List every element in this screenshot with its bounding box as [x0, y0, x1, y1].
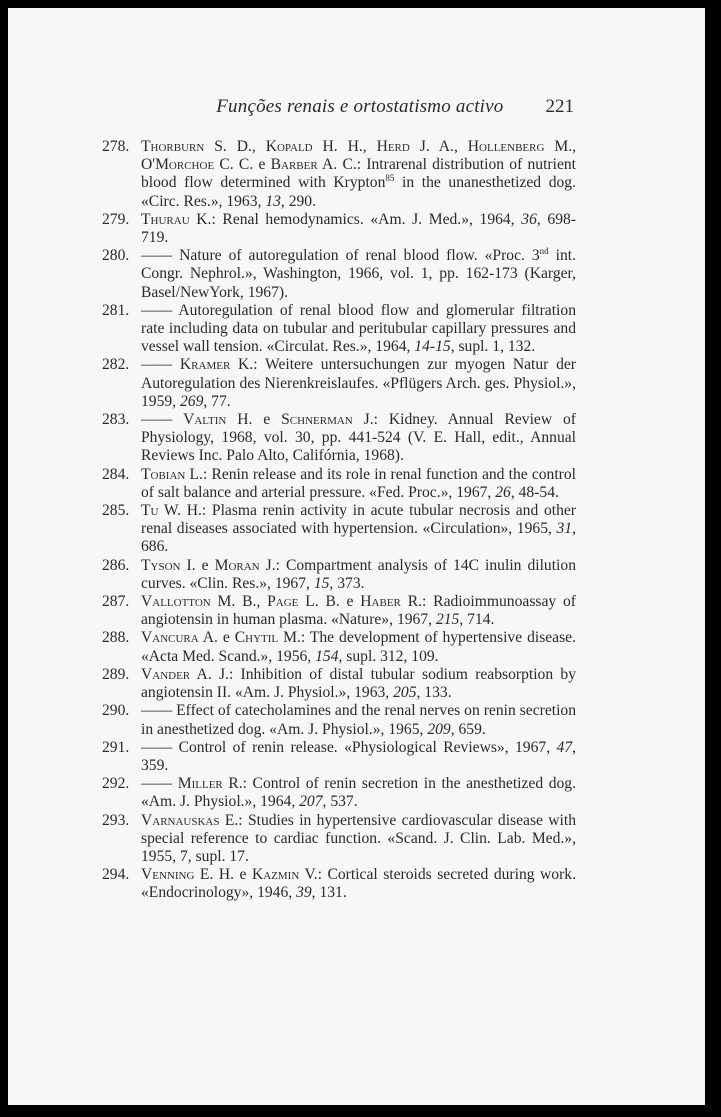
reference-title: Plasma renin activity in acute tubular necrosis and other renal diseases associated with hypertension. «Circulation», 1965,	[141, 502, 576, 538]
author-initials: V.:	[299, 866, 328, 884]
reference-volume: 215	[435, 611, 460, 629]
author-surname: Barber	[270, 156, 318, 174]
reference-volume: 26	[495, 483, 511, 501]
author-surname: Moran	[214, 556, 260, 574]
author-initials: H. H.,	[312, 138, 377, 155]
author-initials: A. e	[198, 629, 235, 647]
reference-title-cont: int. Congr. Nephrol.», Washington, 1966, vol. 1, pp. 162-173 (Karger, Basel/NewYork, 1967).	[141, 247, 577, 301]
author-initials: R.:	[222, 775, 253, 793]
reference-volume: 209	[427, 720, 451, 738]
author-surname: Schnerman	[281, 411, 353, 429]
reference-title: Autoregulation of renal blood flow and glomerular filtration rate including data on tubular and peritubular capillary pressures and vessel wall tension. «Circulat. Res.», 1964,	[141, 301, 576, 356]
reference-title: Control of renin release. «Physiological Reviews», 1967,	[178, 738, 557, 756]
author-initials: ——	[141, 702, 177, 720]
reference-title: The development of hypertensive disease. «Acta Med. Scand.», 1956,	[141, 629, 576, 665]
reference-entry	[102, 557, 576, 593]
author-surname: Hollenberg	[467, 138, 545, 155]
author-surname: Miller	[177, 775, 223, 793]
author-surname: Varnauskas	[141, 811, 220, 829]
author-initials: R.:	[400, 593, 434, 611]
running-header	[8, 96, 574, 118]
author-surname: Herd	[376, 138, 410, 155]
author-surname: Thurau	[141, 210, 190, 228]
reference-title: Nature of autoregulation of renal blood flow. «Proc. 3	[179, 247, 540, 265]
reference-pages: , 698-719.	[141, 210, 576, 247]
author-initials: H. e	[226, 411, 282, 429]
reference-volume: 36	[521, 210, 537, 228]
reference-volume: 15	[313, 574, 330, 592]
reference-volume: 207	[299, 793, 323, 811]
reference-volume: 269	[179, 392, 204, 410]
author-initials: ——	[141, 356, 180, 374]
reference-pages: , 714.	[459, 611, 495, 629]
reference-entry	[102, 411, 576, 466]
reference-title: Compartment analysis of 14C inulin dilution curves. «Clin. Res.», 1967,	[141, 556, 576, 592]
reference-title: Intrarenal distribution of nutrient blood flow determined with Krypton	[141, 156, 576, 192]
reference-pages: , 77.	[203, 392, 231, 410]
reference-pages: , supl. 312, 109.	[338, 647, 439, 665]
author-initials: A. J.:	[190, 665, 241, 683]
reference-text	[141, 702, 576, 738]
reference-entry	[102, 666, 576, 702]
reference-title: Cortical steroids secreted during work. «Endocrinology», 1946,	[141, 866, 576, 902]
reference-volume: 14-15	[414, 338, 451, 356]
reference-entry	[102, 739, 576, 775]
reference-number: 285.	[102, 502, 130, 520]
author-initials: M.,	[544, 138, 576, 155]
reference-pages: , 659.	[450, 720, 486, 738]
reference-text	[141, 356, 576, 411]
reference-pages: , 133.	[416, 684, 452, 702]
reference-number: 278.	[102, 138, 130, 155]
reference-number: 279.	[102, 210, 130, 228]
author-surname: O'Morchoe	[141, 156, 215, 174]
author-initials: ——	[141, 301, 179, 319]
author-surname: Kopald	[265, 138, 313, 155]
author-initials: S. D.,	[204, 138, 266, 155]
author-surname: Tyson	[141, 556, 181, 574]
reference-entry	[102, 629, 576, 665]
reference-pages: , 48-54.	[510, 483, 559, 501]
reference-text	[141, 247, 576, 302]
author-initials: L.:	[185, 465, 212, 483]
author-initials: ——	[141, 738, 179, 756]
reference-entry	[102, 812, 576, 867]
reference-number: 283.	[102, 411, 130, 429]
reference-text	[141, 502, 576, 557]
author-surname: Page	[267, 593, 299, 611]
running-title: Funções renais e ortostatismo activo	[216, 96, 504, 117]
reference-volume: 31	[556, 520, 573, 538]
reference-pages: , supl. 1, 132.	[450, 338, 536, 356]
reference-text	[141, 666, 576, 702]
reference-pages: , 686.	[141, 520, 576, 556]
page-number: 221	[545, 96, 574, 117]
reference-number: 282.	[102, 356, 130, 374]
author-initials: J.:	[259, 556, 286, 574]
reference-entry	[102, 356, 576, 411]
reference-text	[141, 866, 576, 902]
reference-text	[141, 593, 576, 629]
author-surname: Venning	[141, 866, 195, 884]
reference-entry	[102, 702, 576, 738]
reference-entry	[102, 593, 576, 629]
reference-text	[141, 411, 576, 466]
reference-text	[141, 775, 576, 811]
reference-entry	[102, 211, 576, 247]
reference-title: Weitere untersuchungen zur myogen Natur der Autoregulation des Nierenkreislaufes. «Pflügers Arch. ges. Physiol.», 1959,	[141, 356, 576, 410]
author-surname: Valtin	[183, 411, 227, 429]
reference-entry	[102, 138, 576, 211]
reference-text	[141, 812, 576, 867]
reference-number: 284.	[102, 465, 130, 483]
reference-text	[141, 302, 576, 357]
author-initials: L. B. e	[298, 593, 361, 611]
author-initials: K.:	[230, 356, 265, 374]
reference-number: 280.	[102, 247, 130, 265]
reference-pages: , 290.	[280, 192, 316, 210]
reference-number: 291.	[102, 738, 130, 756]
author-surname: Vallotton	[141, 593, 211, 611]
reference-pages: , 537.	[322, 793, 358, 811]
reference-title: Kidney. Annual Review of Physiology, 1968, vol. 30, pp. 441-524 (V. E. Hall, edit., Annual Reviews Inc. Palo Alto, Califórnia, 1968).	[141, 411, 576, 465]
reference-title-cont: in the unanesthetized dog. «Circ. Res.», 1963,	[141, 174, 576, 210]
author-surname: Chytil	[234, 629, 279, 647]
reference-entry	[102, 502, 576, 557]
reference-number: 290.	[102, 702, 130, 720]
reference-text	[141, 557, 576, 593]
reference-number: 293.	[102, 811, 130, 829]
author-initials: ——	[141, 247, 180, 265]
reference-number: 288.	[102, 629, 130, 647]
author-initials: K.:	[189, 210, 223, 228]
reference-volume: 39	[296, 884, 312, 902]
reference-title: Renin release and its role in renal function and the control of salt balance and arterial pressure. «Fed. Proc.», 1967,	[141, 465, 577, 501]
author-surname: Vander	[141, 665, 191, 683]
reference-title: Inhibition of distal tubular sodium reabsorption by angiotensin II. «Am. J. Physiol.», 1963,	[141, 665, 576, 702]
author-surname: Tobian	[141, 465, 186, 483]
reference-entry	[102, 302, 576, 357]
reference-title: Radioimmunoassay of angiotensin in human plasma. «Nature», 1967,	[141, 593, 576, 629]
author-surname: Vancura	[141, 629, 199, 647]
reference-number: 287.	[102, 593, 130, 611]
reference-title: Renal hemodynamics. «Am. J. Med.», 1964,	[222, 210, 522, 228]
author-initials: M. B.,	[210, 593, 268, 611]
reference-number: 281.	[102, 301, 130, 319]
author-surname: Thorburn	[141, 138, 205, 155]
author-surname: Tu	[141, 502, 159, 520]
author-initials: M.:	[278, 629, 310, 647]
reference-number: 286.	[102, 556, 130, 574]
author-initials: J.:	[352, 411, 389, 429]
reference-title: Control of renin secretion in the anesthetized dog. «Am. J. Physiol.», 1964,	[141, 775, 576, 811]
author-initials: ——	[141, 411, 184, 429]
author-surname: Kazmin	[251, 866, 300, 884]
reference-pages: , 131.	[311, 884, 347, 902]
author-initials: E.:	[219, 811, 248, 829]
reference-number: 294.	[102, 866, 130, 884]
reference-entry	[102, 775, 576, 811]
superscript: 85	[385, 173, 395, 184]
reference-volume: 47	[556, 738, 573, 756]
reference-pages: , 359.	[141, 738, 577, 774]
superscript: nd	[539, 246, 549, 257]
reference-entry	[102, 866, 576, 902]
reference-text	[141, 211, 576, 247]
reference-title: Effect of catecholamines and the renal nerves on renin secretion in anesthetized dog. «Am. J. Physiol.», 1965,	[141, 702, 577, 738]
author-surname: Kramer	[179, 356, 231, 374]
reference-number: 292.	[102, 775, 130, 793]
reference-entry	[102, 247, 576, 302]
reference-text	[141, 138, 576, 211]
document-page	[8, 8, 705, 1105]
reference-text	[141, 739, 576, 775]
reference-volume: 13	[265, 192, 281, 210]
author-initials: W. H.:	[158, 502, 212, 520]
author-surname: Haber	[360, 593, 401, 611]
reference-volume: 205	[393, 684, 417, 702]
reference-text	[141, 629, 576, 665]
author-initials: A. C.:	[317, 156, 367, 174]
author-initials: E. H. e	[194, 866, 252, 884]
reference-number: 289.	[102, 665, 130, 683]
reference-pages: , 373.	[329, 574, 365, 592]
reference-volume: 154	[315, 647, 339, 665]
reference-list	[102, 138, 576, 903]
author-initials: ——	[141, 775, 178, 793]
author-initials: J. A.,	[409, 138, 468, 155]
author-initials: C. C. e	[214, 156, 271, 174]
reference-text	[141, 466, 576, 502]
reference-title: Studies in hypertensive cardiovascular disease with special reference to cardiac function. «Scand. J. Clin. Lab. Med.», 1955, 7, supl. 17.	[141, 811, 576, 865]
author-initials: I. e	[180, 556, 215, 574]
reference-entry	[102, 466, 576, 502]
